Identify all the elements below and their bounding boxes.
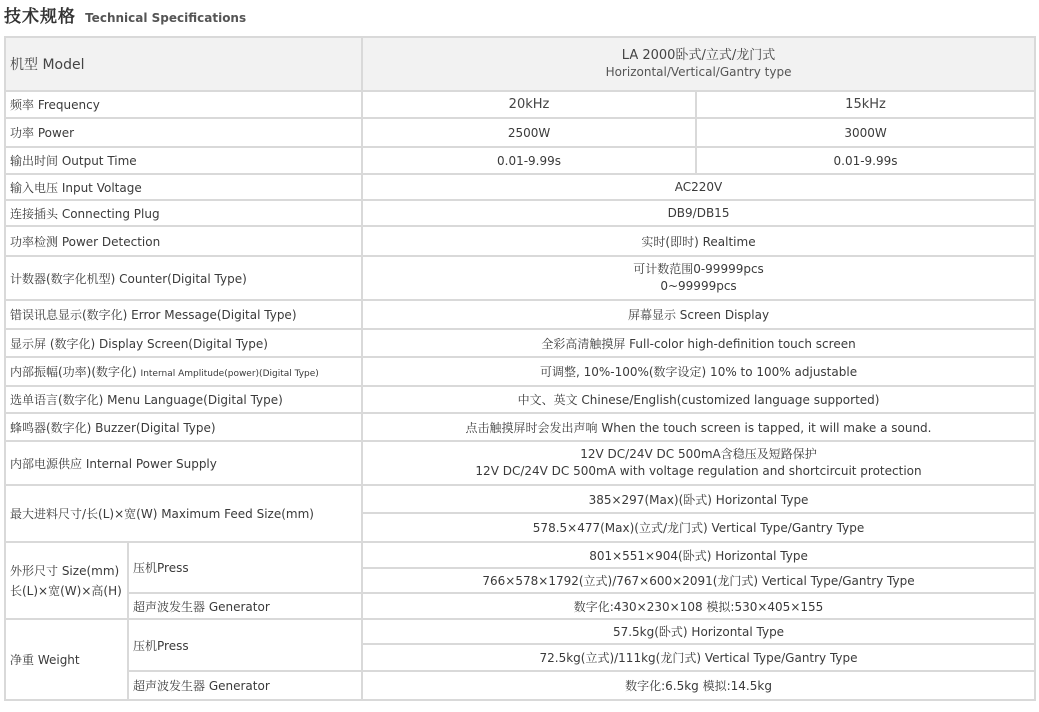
input-voltage-value: AC220V	[362, 174, 1035, 200]
power-label: 功率 Power	[5, 118, 362, 147]
menu-language-label: 选单语言(数字化) Menu Language(Digital Type)	[5, 386, 362, 413]
display-screen-value: 全彩高清触摸屏 Full-color high-definition touch screen	[362, 329, 1035, 357]
title-zh: 技术规格	[4, 7, 76, 27]
spec-table	[4, 36, 1036, 701]
counter-value-line1: 可计数范围0-99999pcs	[633, 262, 764, 276]
feed-size-label: 最大进料尺寸/长(L)×宽(W) Maximum Feed Size(mm)	[5, 485, 362, 542]
model-name-en: Horizontal/Vertical/Gantry type	[605, 65, 792, 79]
error-message-label: 错误讯息显示(数字化) Error Message(Digital Type)	[5, 300, 362, 329]
connecting-plug-label: 连接插头 Connecting Plug	[5, 200, 362, 226]
output-time-label: 输出时间 Output Time	[5, 147, 362, 174]
size-label-line1: 外形尺寸 Size(mm)	[10, 563, 120, 578]
table-row	[5, 441, 1035, 485]
table-row	[5, 256, 1035, 300]
counter-value	[362, 256, 1035, 300]
error-message-value: 屏幕显示 Screen Display	[362, 300, 1035, 329]
output-time-value-2: 0.01-9.99s	[696, 147, 1035, 174]
table-row	[5, 485, 1035, 513]
title-en: Technical Specifications	[85, 11, 247, 25]
frequency-label: 频率 Frequency	[5, 91, 362, 118]
power-value-2: 3000W	[696, 118, 1035, 147]
size-press-value-1: 801×551×904(卧式) Horizontal Type	[362, 542, 1035, 568]
size-press-value-2: 766×578×1792(立式)/767×600×2091(龙门式) Vertical Type/Gantry Type	[362, 568, 1035, 593]
weight-press-value-2: 72.5kg(立式)/111kg(龙门式) Vertical Type/Gantry Type	[362, 644, 1035, 671]
power-supply-label: 内部电源供应 Internal Power Supply	[5, 441, 362, 485]
frequency-value-1: 20kHz	[362, 91, 696, 118]
table-row	[5, 147, 1035, 174]
feed-size-value-2: 578.5×477(Max)(立式/龙门式) Vertical Type/Gantry Type	[362, 513, 1035, 542]
weight-press-label: 压机Press	[128, 619, 362, 671]
size-label-line2: 长(L)×宽(W)×高(H)	[10, 583, 122, 598]
counter-label: 计数器(数字化机型) Counter(Digital Type)	[5, 256, 362, 300]
output-time-value-1: 0.01-9.99s	[362, 147, 696, 174]
frequency-value-2: 15kHz	[696, 91, 1035, 118]
weight-generator-value: 数字化:6.5kg 模拟:14.5kg	[362, 671, 1035, 700]
table-row	[5, 118, 1035, 147]
size-generator-value: 数字化:430×230×108 模拟:530×405×155	[362, 593, 1035, 619]
size-label	[5, 542, 128, 619]
table-row	[5, 619, 1035, 644]
size-press-label: 压机Press	[128, 542, 362, 593]
power-supply-line1: 12V DC/24V DC 500mA含稳压及短路保护	[580, 447, 817, 461]
model-name: LA 2000卧式/立式/龙门式	[621, 48, 776, 63]
amplitude-label-main: 内部振幅(功率)(数字化)	[10, 365, 141, 379]
model-value	[362, 37, 1035, 91]
page-title	[4, 4, 246, 30]
amplitude-label	[5, 357, 362, 386]
table-row	[5, 91, 1035, 118]
amplitude-value: 可调整, 10%-100%(数字设定) 10% to 100% adjustable	[362, 357, 1035, 386]
table-row	[5, 200, 1035, 226]
weight-press-value-1: 57.5kg(卧式) Horizontal Type	[362, 619, 1035, 644]
power-detection-label: 功率检测 Power Detection	[5, 226, 362, 256]
table-row	[5, 174, 1035, 200]
power-value-1: 2500W	[362, 118, 696, 147]
power-supply-value	[362, 441, 1035, 485]
table-row	[5, 357, 1035, 386]
buzzer-value: 点击触摸屏时会发出声响 When the touch screen is tapped, it will make a sound.	[362, 413, 1035, 441]
menu-language-value: 中文、英文 Chinese/English(customized language supported)	[362, 386, 1035, 413]
counter-value-line2: 0~99999pcs	[660, 279, 737, 293]
display-screen-label: 显示屏 (数字化) Display Screen(Digital Type)	[5, 329, 362, 357]
connecting-plug-value: DB9/DB15	[362, 200, 1035, 226]
table-row	[5, 226, 1035, 256]
input-voltage-label: 输入电压 Input Voltage	[5, 174, 362, 200]
table-row	[5, 593, 1035, 619]
size-generator-label: 超声波发生器 Generator	[128, 593, 362, 619]
feed-size-value-1: 385×297(Max)(卧式) Horizontal Type	[362, 485, 1035, 513]
buzzer-label: 蜂鸣器(数字化) Buzzer(Digital Type)	[5, 413, 362, 441]
power-detection-value: 实时(即时) Realtime	[362, 226, 1035, 256]
weight-generator-label: 超声波发生器 Generator	[128, 671, 362, 700]
table-row	[5, 300, 1035, 329]
table-row	[5, 386, 1035, 413]
weight-label: 净重 Weight	[5, 619, 128, 700]
table-row	[5, 413, 1035, 441]
amplitude-label-small: Internal Amplitude(power)(Digital Type)	[140, 369, 319, 379]
power-supply-line2: 12V DC/24V DC 500mA with voltage regulation and shortcircuit protection	[475, 464, 922, 478]
table-row	[5, 542, 1035, 568]
model-label: 机型 Model	[5, 37, 362, 91]
table-row	[5, 329, 1035, 357]
table-row	[5, 671, 1035, 700]
table-header-row	[5, 37, 1035, 91]
